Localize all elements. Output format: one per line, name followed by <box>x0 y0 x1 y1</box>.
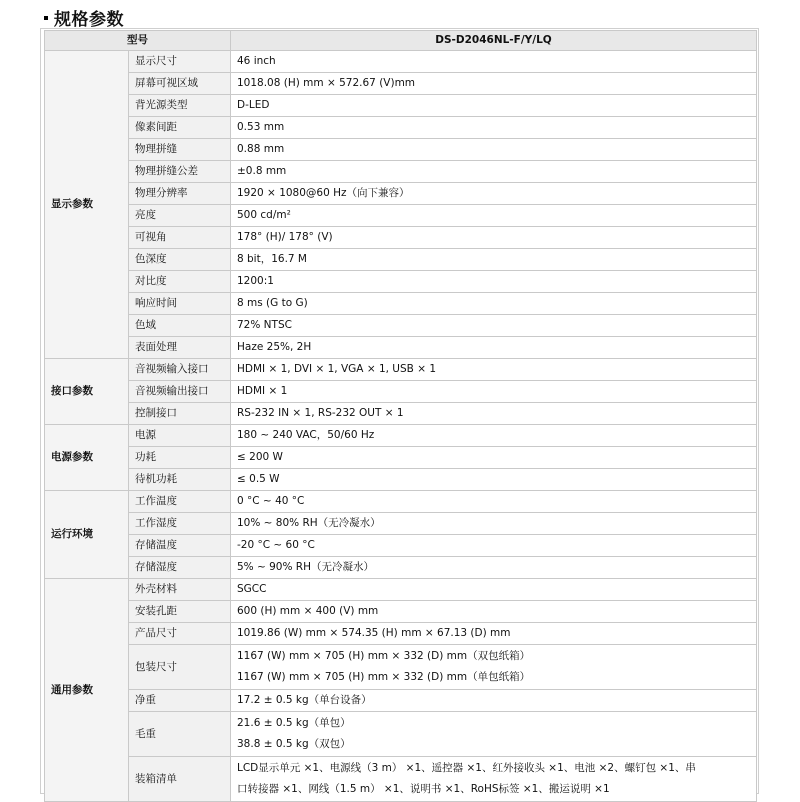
row-label: 装箱清单 <box>129 757 231 802</box>
row-value: 600 (H) mm × 400 (V) mm <box>231 601 757 623</box>
table-row <box>45 491 757 513</box>
row-label: 对比度 <box>129 271 231 293</box>
row-label: 安装孔距 <box>129 601 231 623</box>
row-label: 功耗 <box>129 447 231 469</box>
spec-table <box>44 30 757 802</box>
table-row <box>45 337 757 359</box>
row-value-multi <box>231 645 757 690</box>
table-row <box>45 557 757 579</box>
group-label: 电源参数 <box>45 425 129 491</box>
table-row <box>45 205 757 227</box>
row-value: 180 ~ 240 VAC，50/60 Hz <box>231 425 757 447</box>
table-row <box>45 139 757 161</box>
row-value: 1200:1 <box>231 271 757 293</box>
row-label: 净重 <box>129 690 231 712</box>
table-row <box>45 645 757 690</box>
row-value: HDMI × 1 <box>231 381 757 403</box>
table-row <box>45 513 757 535</box>
bullet-icon <box>44 16 48 20</box>
row-value: 1019.86 (W) mm × 574.35 (H) mm × 67.13 (D) mm <box>231 623 757 645</box>
row-value: 0 °C ~ 40 °C <box>231 491 757 513</box>
table-row <box>45 425 757 447</box>
row-label: 物理拼缝 <box>129 139 231 161</box>
row-label: 音视频输入接口 <box>129 359 231 381</box>
table-row <box>45 757 757 802</box>
row-label: 存储湿度 <box>129 557 231 579</box>
row-label: 外壳材料 <box>129 579 231 601</box>
table-row <box>45 161 757 183</box>
row-value: D-LED <box>231 95 757 117</box>
row-value-multi <box>231 757 757 802</box>
row-label: 表面处理 <box>129 337 231 359</box>
row-value: 0.53 mm <box>231 117 757 139</box>
group-label: 接口参数 <box>45 359 129 425</box>
row-label: 控制接口 <box>129 403 231 425</box>
table-row <box>45 249 757 271</box>
header-label: 型号 <box>45 31 231 51</box>
header-model: DS-D2046NL-F/Y/LQ <box>231 31 757 51</box>
row-value: 10% ~ 80% RH（无冷凝水） <box>231 513 757 535</box>
row-value: 17.2 ± 0.5 kg（单台设备） <box>231 690 757 712</box>
row-label: 屏幕可视区域 <box>129 73 231 95</box>
row-value: 8 bit，16.7 M <box>231 249 757 271</box>
table-row <box>45 403 757 425</box>
row-label: 物理拼缝公差 <box>129 161 231 183</box>
table-row <box>45 447 757 469</box>
row-value: 1018.08 (H) mm × 572.67 (V)mm <box>231 73 757 95</box>
table-row <box>45 535 757 557</box>
row-value-line: 21.6 ± 0.5 kg（单包） <box>237 717 351 729</box>
row-label: 色深度 <box>129 249 231 271</box>
row-label: 工作湿度 <box>129 513 231 535</box>
table-row <box>45 293 757 315</box>
row-value-multi <box>231 712 757 757</box>
row-value-line: 口转接器 ×1、网线（1.5 m） ×1、说明书 ×1、RoHS标签 ×1、搬运说明 ×1 <box>237 783 610 795</box>
row-value-line: 38.8 ± 0.5 kg（双包） <box>237 738 351 750</box>
row-value: 500 cd/m² <box>231 205 757 227</box>
row-label: 显示尺寸 <box>129 51 231 73</box>
row-value: 46 inch <box>231 51 757 73</box>
row-value: Haze 25%, 2H <box>231 337 757 359</box>
row-value: 8 ms (G to G) <box>231 293 757 315</box>
table-row <box>45 95 757 117</box>
row-label: 色域 <box>129 315 231 337</box>
row-value: 0.88 mm <box>231 139 757 161</box>
row-label: 包装尺寸 <box>129 645 231 690</box>
row-label: 存储温度 <box>129 535 231 557</box>
row-value: RS-232 IN × 1, RS-232 OUT × 1 <box>231 403 757 425</box>
table-row <box>45 690 757 712</box>
table-row <box>45 227 757 249</box>
table-row <box>45 73 757 95</box>
row-label: 物理分辨率 <box>129 183 231 205</box>
table-row <box>45 712 757 757</box>
row-value: ≤ 200 W <box>231 447 757 469</box>
row-value-line: 1167 (W) mm × 705 (H) mm × 332 (D) mm（单包纸箱） <box>237 671 531 683</box>
row-label: 毛重 <box>129 712 231 757</box>
table-row <box>45 623 757 645</box>
group-label: 通用参数 <box>45 579 129 802</box>
row-value: 72% NTSC <box>231 315 757 337</box>
row-value-line: 1167 (W) mm × 705 (H) mm × 332 (D) mm（双包纸箱） <box>237 650 531 662</box>
group-label: 显示参数 <box>45 51 129 359</box>
row-value: ≤ 0.5 W <box>231 469 757 491</box>
row-value: 5% ~ 90% RH（无冷凝水） <box>231 557 757 579</box>
table-row <box>45 601 757 623</box>
row-value: 178° (H)/ 178° (V) <box>231 227 757 249</box>
row-value-line: LCD显示单元 ×1、电源线（3 m） ×1、遥控器 ×1、红外接收头 ×1、电池 ×2、螺钉包 ×1、串 <box>237 762 696 774</box>
row-label: 亮度 <box>129 205 231 227</box>
row-label: 待机功耗 <box>129 469 231 491</box>
row-value: 1920 × 1080@60 Hz（向下兼容） <box>231 183 757 205</box>
section-heading <box>44 6 124 28</box>
row-label: 产品尺寸 <box>129 623 231 645</box>
table-row <box>45 315 757 337</box>
table-row <box>45 469 757 491</box>
group-label: 运行环境 <box>45 491 129 579</box>
row-label: 电源 <box>129 425 231 447</box>
row-label: 背光源类型 <box>129 95 231 117</box>
row-value: HDMI × 1, DVI × 1, VGA × 1, USB × 1 <box>231 359 757 381</box>
row-label: 响应时间 <box>129 293 231 315</box>
table-row <box>45 359 757 381</box>
table-row <box>45 271 757 293</box>
section-title: 规格参数 <box>54 9 124 30</box>
row-label: 工作温度 <box>129 491 231 513</box>
table-row <box>45 117 757 139</box>
row-label: 音视频输出接口 <box>129 381 231 403</box>
row-value: SGCC <box>231 579 757 601</box>
table-header-row <box>45 31 757 51</box>
table-row <box>45 579 757 601</box>
row-label: 可视角 <box>129 227 231 249</box>
row-label: 像素间距 <box>129 117 231 139</box>
row-value: ±0.8 mm <box>231 161 757 183</box>
table-row <box>45 51 757 73</box>
table-row <box>45 183 757 205</box>
table-row <box>45 381 757 403</box>
row-value: -20 °C ~ 60 °C <box>231 535 757 557</box>
